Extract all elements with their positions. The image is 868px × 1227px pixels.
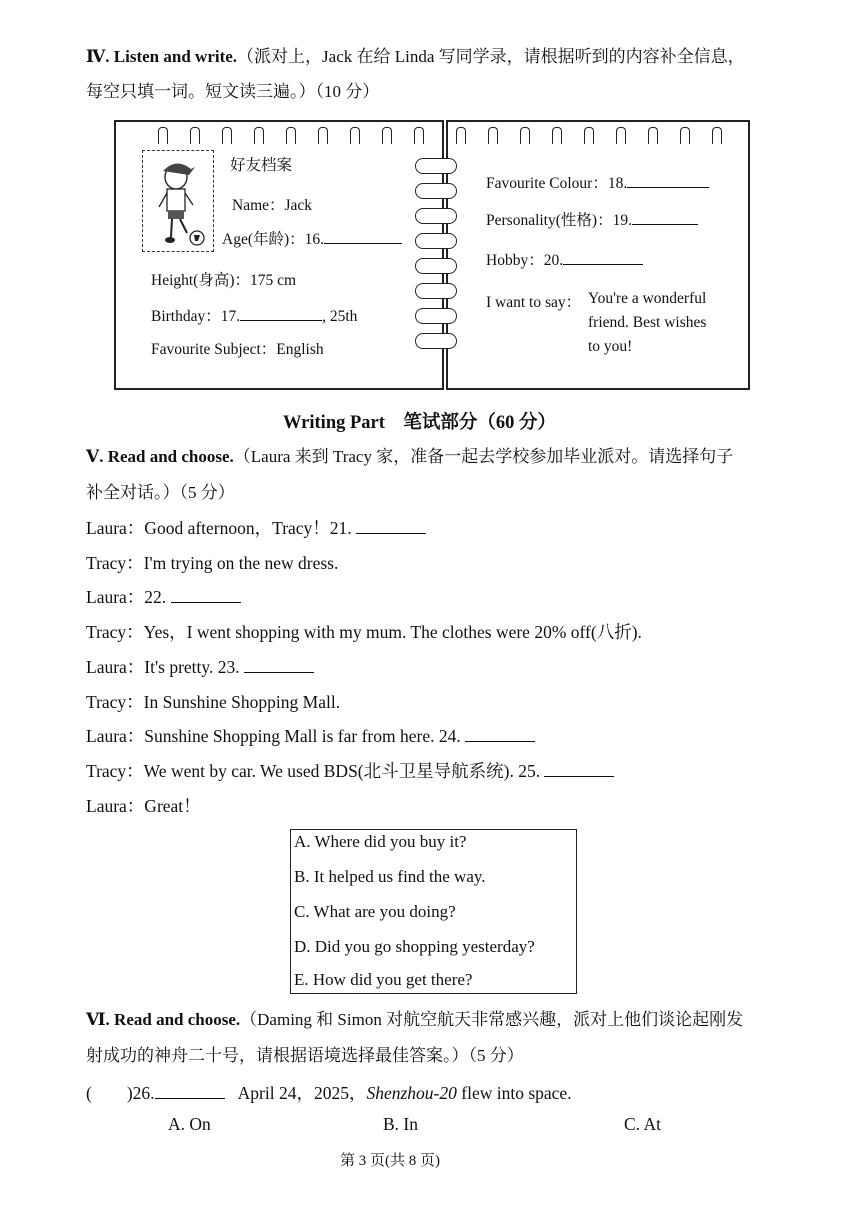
notebook-ring <box>222 127 232 144</box>
question-26-text: April 24，2025， <box>237 1083 367 1103</box>
personality-label: Personality(性格)：19. <box>486 212 632 229</box>
answer-blank-23[interactable] <box>244 654 314 673</box>
notebook-coil <box>415 183 457 199</box>
notebook-ring <box>680 127 690 144</box>
dialogue-line-5 <box>86 654 314 679</box>
answer-blank-18[interactable] <box>627 169 709 188</box>
dialogue-line-2: Tracy：I'm trying on the new dress. <box>86 553 339 573</box>
notebook-coil <box>415 233 457 249</box>
notebook-coil <box>415 283 457 299</box>
say-line-2: friend. Best wishes <box>588 314 707 331</box>
option-b: B. It helped us find the way. <box>294 867 486 886</box>
dialogue-line-4: Tracy：Yes，I went shopping with my mum. The clothes were 20% off(八折). <box>86 622 642 642</box>
say-line-1: You're a wonderful <box>588 290 707 307</box>
dialogue-text-1: Laura：Good afternoon，Tracy！21. <box>86 518 352 538</box>
notebook-coil <box>415 258 457 274</box>
section4-title-line2: 每空只填一词。短文读三遍。）（10 分） <box>86 82 380 101</box>
notebook-ring <box>552 127 562 144</box>
section5-title-bold: Ⅴ. Read and choose. <box>86 447 234 466</box>
notebook-ring <box>712 127 722 144</box>
height-field: Height(身高)：175 cm <box>151 272 297 289</box>
notebook-ring <box>488 127 498 144</box>
dialogue-text-7: Laura：Sunshine Shopping Mall is far from here. 24. <box>86 726 461 746</box>
section4-title-rest1: （派对上，Jack 在给 Linda 写同学录，请根据听到的内容补全信息， <box>237 47 745 66</box>
notebook-ring <box>584 127 594 144</box>
options-box <box>290 829 577 994</box>
option-d: D. Did you go shopping yesterday? <box>294 937 535 956</box>
option-c: C. What are you doing? <box>294 902 456 921</box>
notebook-ring <box>254 127 264 144</box>
colour-field <box>486 169 709 193</box>
age-field <box>222 225 402 249</box>
notebook-coil <box>415 208 457 224</box>
section6-title-bold: Ⅵ. Read and choose. <box>86 1010 241 1029</box>
dialogue-line-8 <box>86 758 614 783</box>
answer-blank-24[interactable] <box>465 723 535 742</box>
notebook-ring <box>414 127 424 144</box>
answer-blank-20[interactable] <box>563 246 643 265</box>
personality-field <box>486 206 698 230</box>
birthday-suffix: , 25th <box>322 308 358 325</box>
q26-option-a[interactable]: A. On <box>168 1114 211 1134</box>
dialogue-text-5: Laura：It's pretty. 23. <box>86 657 240 677</box>
notebook-ring <box>648 127 658 144</box>
notebook-ring <box>382 127 392 144</box>
section5-title-line2: 补全对话。）（5 分） <box>86 483 235 502</box>
notebook-ring <box>350 127 360 144</box>
answer-blank-22[interactable] <box>171 584 241 603</box>
profile-header: 好友档案 <box>230 157 293 174</box>
q26-option-b[interactable]: B. In <box>383 1114 418 1134</box>
dialogue-text-8: Tracy：We went by car. We used BDS(北斗卫星导航系统). 25. <box>86 761 541 781</box>
section4-title <box>86 42 745 72</box>
notebook-ring <box>318 127 328 144</box>
question-26 <box>86 1080 572 1105</box>
answer-blank-16[interactable] <box>324 225 402 244</box>
section6-title-line2: 射成功的神舟二十号，请根据语境选择最佳答案。）（5 分） <box>86 1046 524 1065</box>
photo-frame <box>142 150 214 252</box>
section6-title-rest1: （Daming 和 Simon 对航空航天非常感兴趣，派对上他们谈论起刚发 <box>240 1010 744 1029</box>
boy-with-football-image <box>143 151 213 251</box>
question-26-italic: Shenzhou-20 <box>366 1083 457 1103</box>
option-a: A. Where did you buy it? <box>294 832 467 851</box>
hobby-label: Hobby：20. <box>486 252 564 269</box>
notebook-coil <box>415 333 457 349</box>
say-line-3: to you! <box>588 338 633 355</box>
section5-title <box>86 442 733 472</box>
writing-part-heading: Writing Part 笔试部分（60 分） <box>283 413 557 433</box>
section6-title <box>86 1005 743 1035</box>
answer-blank-17[interactable] <box>240 302 322 321</box>
notebook-ring <box>616 127 626 144</box>
q26-option-c[interactable]: C. At <box>624 1114 661 1134</box>
notebook-ring <box>456 127 466 144</box>
dialogue-line-9: Laura：Great！ <box>86 796 201 816</box>
hobby-field <box>486 246 643 270</box>
dialogue-line-6: Tracy：In Sunshine Shopping Mall. <box>86 692 341 712</box>
birthday-field <box>151 302 357 326</box>
notebook-ring <box>158 127 168 144</box>
notebook-ring <box>190 127 200 144</box>
section4-title-bold: Ⅳ. Listen and write. <box>86 47 238 66</box>
age-label: Age(年龄)：16. <box>222 231 325 248</box>
answer-blank-26[interactable] <box>155 1080 225 1099</box>
answer-blank-19[interactable] <box>632 206 698 225</box>
question-26-text-end: flew into space. <box>456 1083 572 1103</box>
section5-title-rest1: （Laura 来到 Tracy 家，准备一起去学校参加毕业派对。请选择句子 <box>233 447 734 466</box>
notebook-ring <box>520 127 530 144</box>
dialogue-text-3: Laura：22. <box>86 587 167 607</box>
notebook-ring <box>286 127 296 144</box>
answer-blank-25[interactable] <box>544 758 614 777</box>
question-26-number: ( )26. <box>86 1083 155 1103</box>
name-field: Name：Jack <box>232 197 313 214</box>
dialogue-line-1 <box>86 515 426 540</box>
dialogue-line-7 <box>86 723 535 748</box>
answer-blank-21[interactable] <box>356 515 426 534</box>
option-e: E. How did you get there? <box>294 970 473 989</box>
say-label: I want to say： <box>486 294 582 311</box>
subject-field: Favourite Subject：English <box>151 341 324 358</box>
colour-label: Favourite Colour：18. <box>486 175 628 192</box>
notebook-coil <box>415 308 457 324</box>
notebook-coil <box>415 158 457 174</box>
page-footer: 第 3 页(共 8 页) <box>340 1153 440 1169</box>
birthday-label: Birthday：17. <box>151 308 241 325</box>
dialogue-line-3 <box>86 584 241 609</box>
